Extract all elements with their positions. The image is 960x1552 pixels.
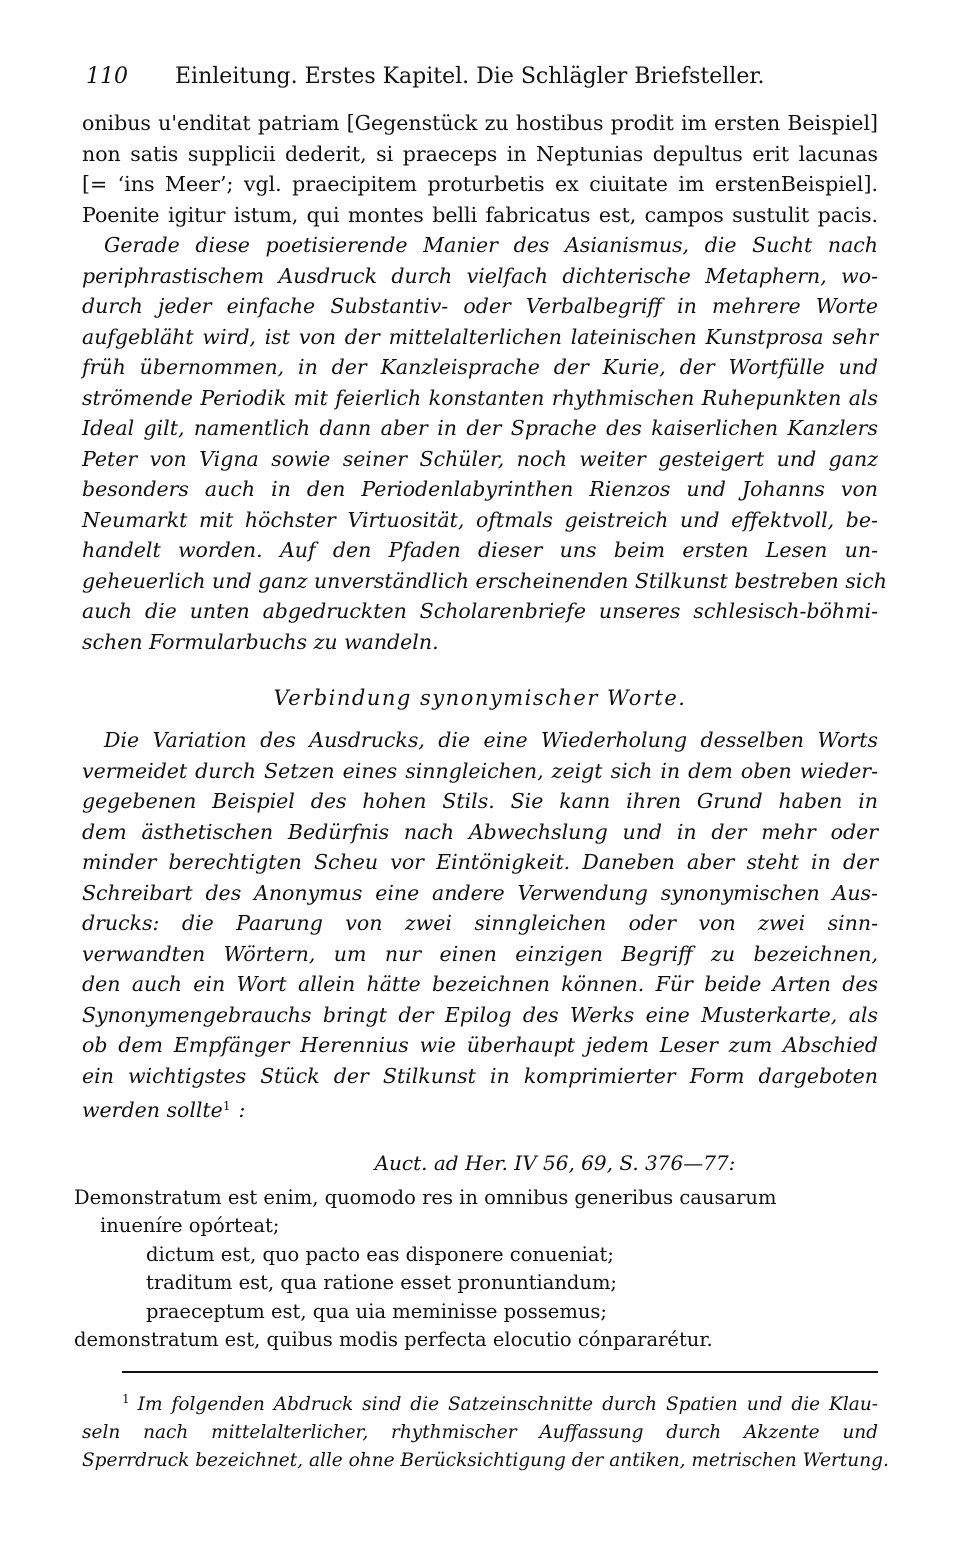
text-line: verwandten Wörtern, um nur einen einzigen Begriff zu bezeichnen, [82, 941, 878, 966]
running-title: Einleitung. Erstes Kapitel. Die Schlägler Briefsteller. [175, 64, 765, 89]
text-line: gegebenen Beispiel des hohen Stils. Sie kann ihren Grund haben in [82, 789, 878, 813]
quote-line: dictum est, quo pacto eas disponere conueniat; [146, 1242, 614, 1266]
text-line-colon: : [238, 1098, 246, 1122]
text-line: Peter von Vigna sowie seiner Schüler, noch weiter gesteigert und ganz [82, 446, 878, 471]
text-line [82, 1091, 878, 1126]
quote-line: inueníre opórteat; [100, 1214, 280, 1237]
quote-line: traditum est, qua ratione esset pronuntiandum; [146, 1271, 617, 1294]
source-citation: Auct. ad Her. IV 56, 69, S. 376—77: [374, 1150, 736, 1175]
footnote-marker: 1 [122, 1391, 130, 1406]
text-line: den auch ein Wort allein hätte bezeichnen können. Für beide Arten des [82, 972, 878, 996]
text-line: vermeidet durch Setzen eines sinngleichen, zeigt sich in dem oben wieder- [82, 758, 878, 783]
quote-line: demonstratum est, quibus modis perfecta elocutio cónpararétur. [74, 1328, 713, 1351]
text-line: geheuerlich und ganz unverständlich erscheinenden Stilkunst bestreben sich [82, 568, 887, 593]
footnote [82, 1385, 889, 1475]
text-line-end: werden sollte [82, 1098, 223, 1122]
section-heading: Verbindung synonymischer Worte. [273, 686, 687, 710]
text-line: ob dem Empfänger Herennius wie überhaupt jedem Leser zum Abschied [82, 1033, 878, 1057]
text-line: Die Variation des Ausdrucks, die eine Wiederholung desselben Worts [104, 728, 878, 752]
text-line: minder berechtigten Scheu vor Eintönigkeit. Daneben aber steht in der [82, 850, 878, 874]
main-text [74, 108, 889, 1475]
text-line: Neumarkt mit höchster Virtuosität, oftmals geistreich und effektvoll, be- [82, 507, 878, 532]
latin-quotation [74, 1184, 878, 1355]
text-line: schen Formularbuchs zu wandeln. [82, 629, 439, 654]
running-header [86, 62, 764, 92]
footnote-reference[interactable]: 1 [222, 1099, 231, 1113]
text-line: besonders auch in den Periodenlabyrinthen Rienzos und Johanns von [82, 477, 878, 501]
asianism-paragraph [82, 230, 887, 657]
text-line: Poenite igitur istum, qui montes belli fabricatus est, campos sustulit pacis. [82, 202, 878, 227]
text-line: handelt worden. Auf den Pfaden dieser uns beim ersten Lesen un- [82, 538, 878, 562]
text-line: periphrastischem Ausdruck durch vielfach dichterische Metaphern, wo- [82, 263, 878, 288]
text-line: Schreibart des Anonymus eine andere Verwendung synonymischen Aus- [82, 880, 878, 905]
footnote-line: Sperrdruck bezeichnet, alle ohne Berücksichtigung der antiken, metrischen Wertung. [82, 1449, 889, 1471]
text-line: Ideal gilt, namentlich dann aber in der Sprache des kaiserlichen Kanzlers [82, 416, 878, 440]
text-line: non satis supplicii dederit, si praeceps in Neptunias depultus erit lacunas [82, 141, 878, 166]
text-line: drucks: die Paarung von zwei sinngleichen oder von zwei sinn- [82, 911, 878, 935]
text-line: früh übernommen, in der Kanzleisprache der Kurie, der Wortfülle und [82, 355, 878, 379]
footnote-text: Im folgenden Abdruck sind die Satzeinschnitte durch Spatien und die Klau- [137, 1393, 878, 1415]
text-line: auch die unten abgedruckten Scholarenbriefe unseres schlesisch-böhmi- [82, 599, 878, 623]
footnote-separator [122, 1371, 878, 1373]
text-line: onibus u'enditat patriam [Gegenstück zu hostibus prodit im ersten Beispiel] [82, 111, 878, 135]
footnote-line [82, 1385, 878, 1419]
text-line: aufgebläht wird, ist von der mittelalterlichen lateinischen Kunstprosa sehr [82, 324, 878, 349]
text-line: strömende Periodik mit feierlich konstanten rhythmischen Ruhepunkten als [82, 385, 878, 410]
page-number: 110 [86, 64, 128, 89]
text-line: Gerade diese poetisierende Manier des Asianismus, die Sucht nach [104, 233, 878, 257]
text-line: dem ästhetischen Bedürfnis nach Abwechslung und in der mehr oder [82, 819, 878, 844]
synonyms-paragraph [82, 725, 878, 1126]
quote-line: praeceptum est, qua uia meminisse possemus; [146, 1299, 607, 1323]
quote-line: Demonstratum est enim, quomodo res in omnibus generibus causarum [74, 1185, 777, 1209]
latin-example-paragraph [82, 108, 878, 230]
text-line: durch jeder einfache Substantiv- oder Verbalbegriff in mehrere Worte [82, 294, 878, 318]
footnote-line: seln nach mittelalterlicher, rhythmischer Auffassung durch Akzente und [82, 1421, 878, 1443]
text-line: [= ‘ins Meer’; vgl. praecipitem proturbetis ex ciuitate im erstenBeispiel]. [82, 172, 878, 196]
text-line: ein wichtigstes Stück der Stilkunst in komprimierter Form dargeboten [82, 1063, 878, 1088]
text-line: Synonymengebrauchs bringt der Epilog des Werks eine Musterkarte, als [82, 1002, 878, 1027]
